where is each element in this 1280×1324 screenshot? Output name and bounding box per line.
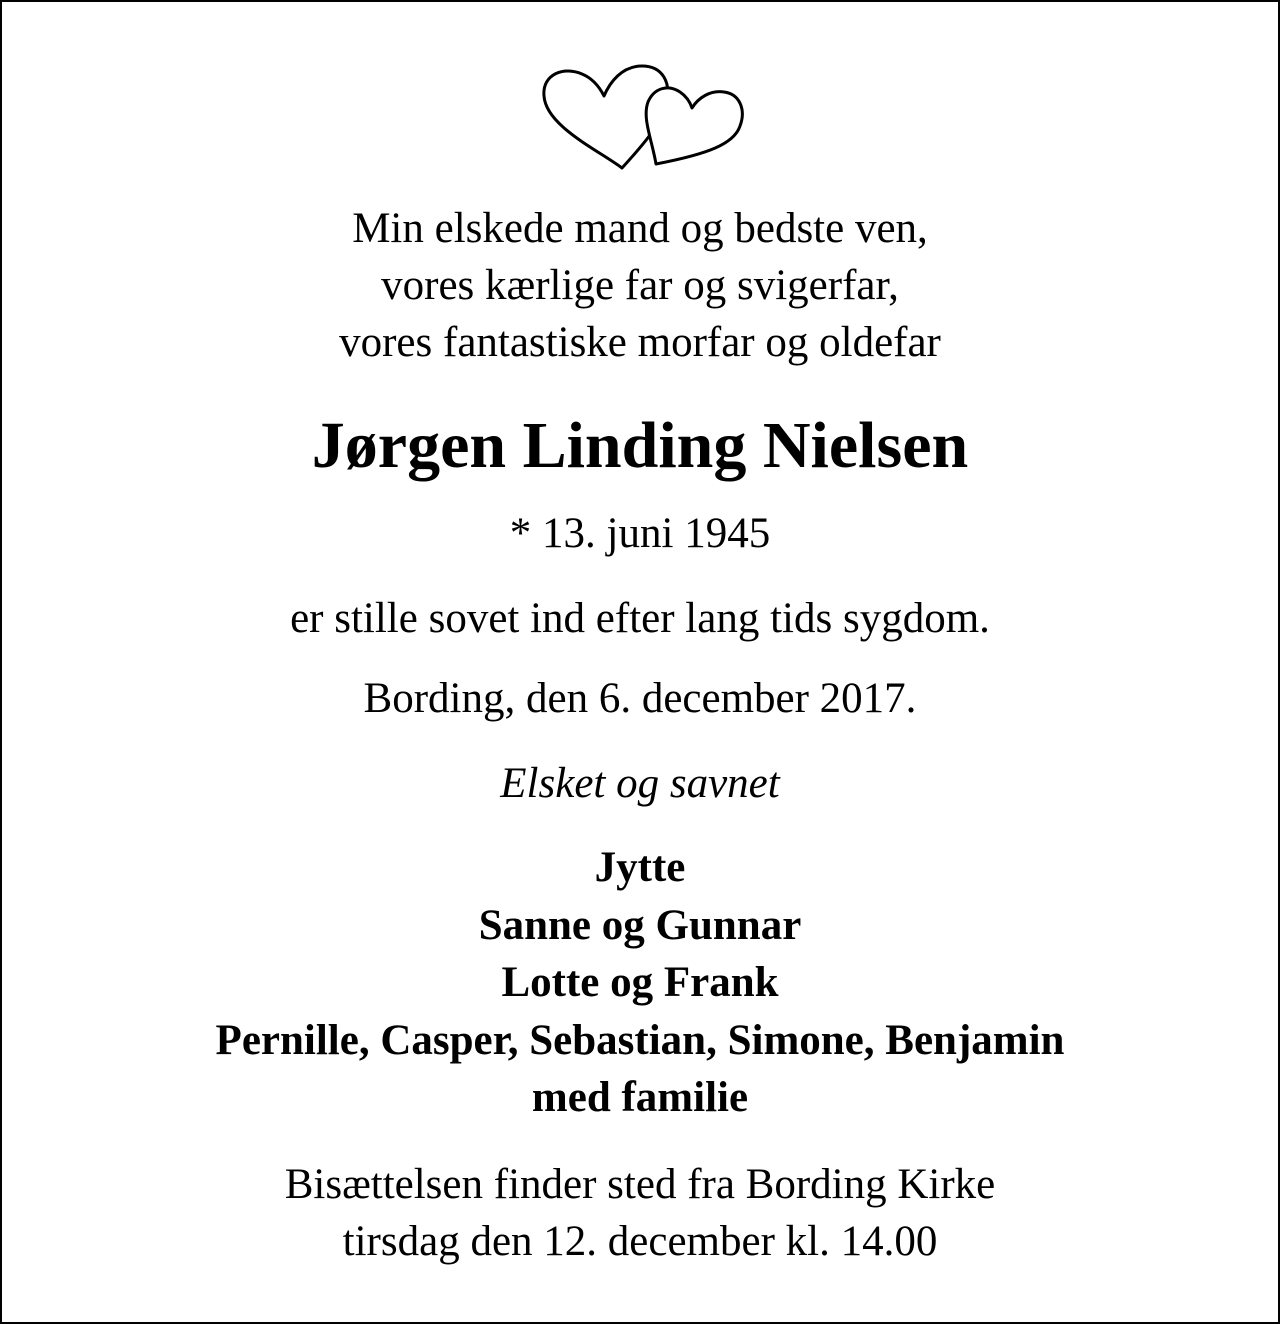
family-names [2, 839, 1278, 1127]
funeral-line: tirsdag den 12. december kl. 14.00 [342, 1218, 938, 1265]
birth-date: * 13. juni 1945 [509, 510, 771, 557]
loved-and-missed: Elsket og savnet [500, 760, 780, 807]
double-hearts-icon [538, 60, 748, 176]
intro-line: Min elskede mand og bedste ven, [352, 205, 928, 252]
intro-text [2, 200, 1278, 371]
family-line: med familie [531, 1074, 749, 1121]
funeral-info [2, 1156, 1278, 1270]
family-line: Lotte og Frank [501, 959, 779, 1006]
family-line: Jytte [594, 844, 686, 891]
family-line: Sanne og Gunnar [478, 901, 802, 949]
passing-text: er stille sovet ind efter lang tids sygdom. [290, 595, 990, 642]
intro-line: vores kærlige far og svigerfar, [381, 262, 899, 309]
deceased-name: Jørgen Linding Nielsen [311, 409, 969, 482]
funeral-line: Bisættelsen finder sted fra Bording Kirke [284, 1161, 996, 1208]
intro-line: vores fantastiske morfar og oldefar [339, 319, 941, 366]
place-and-date: Bording, den 6. december 2017. [363, 675, 917, 722]
family-line: Pernille, Casper, Sebastian, Simone, Benjamin [215, 1016, 1065, 1064]
